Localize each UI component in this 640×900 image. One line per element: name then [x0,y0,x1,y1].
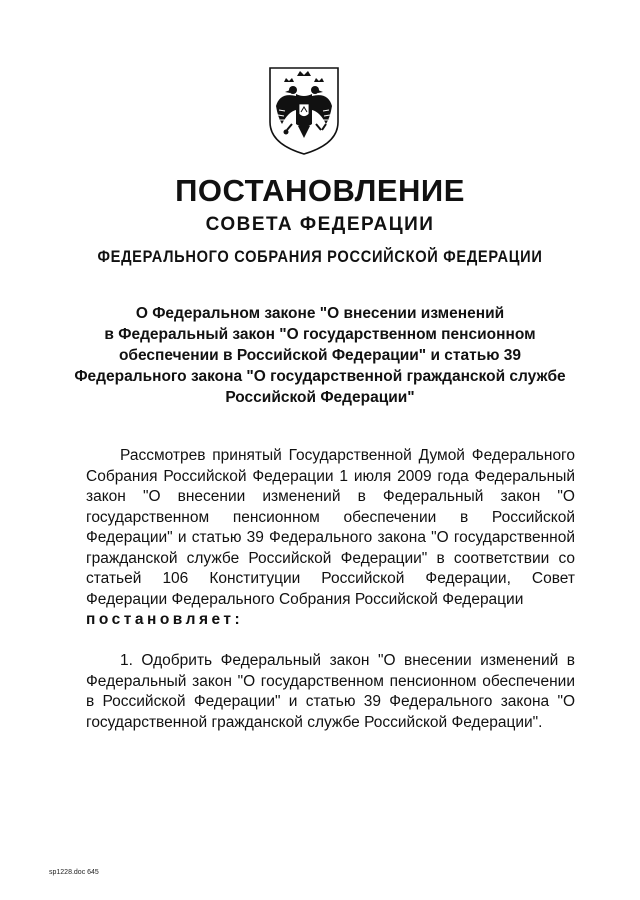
resolution-item-text: 1. Одобрить Федеральный закон "О внесении изменений в Федеральный закон "О государственном пенсионном обеспечении в Российской Федерации" и статью 39 Федерального закона "О государственной гражданской службе Российской Федерации". [86,652,575,731]
document-title: ПОСТАНОВЛЕНИЕ [175,173,465,208]
document-subject [50,303,590,408]
subject-line: Федерального закона "О государственной гражданской службе [74,368,566,385]
subject-line: в Федеральный закон "О государственном пенсионном [104,326,536,343]
subject-line: О Федеральном законе "О внесении изменений [135,305,505,322]
resolution-keyword: постановляет: [86,611,244,628]
russian-coat-of-arms-icon [266,62,342,158]
preamble-text: Рассмотрев принятый Государственной Думой Федерального Собрания Российской Федерации 1 июля 2009 года Федеральный закон "О внесении изменений в Федеральный закон "О государственном пенсионном обеспечении в Российской Федерации" и статью 39 Федерального закона "О государственной гражданской службе Российской Федерации" в соответствии со статьей 106 Конституции Российской Федерации, Совет Федерации Федерального Собрания Российской Федерации [86,447,575,608]
issuer-line-1: СОВЕТА ФЕДЕРАЦИИ [205,214,435,235]
preamble-paragraph [86,446,575,631]
subject-line: Российской Федерации" [225,389,415,406]
document-code: sp1228.doc 645 [49,869,99,876]
issuer-line-2: ФЕДЕРАЛЬНОГО СОБРАНИЯ РОССИЙСКОЙ ФЕДЕРАЦИИ [97,247,543,266]
resolution-item-1 [86,651,575,733]
subject-line: обеспечении в Российской Федерации" и статью 39 [118,347,522,364]
